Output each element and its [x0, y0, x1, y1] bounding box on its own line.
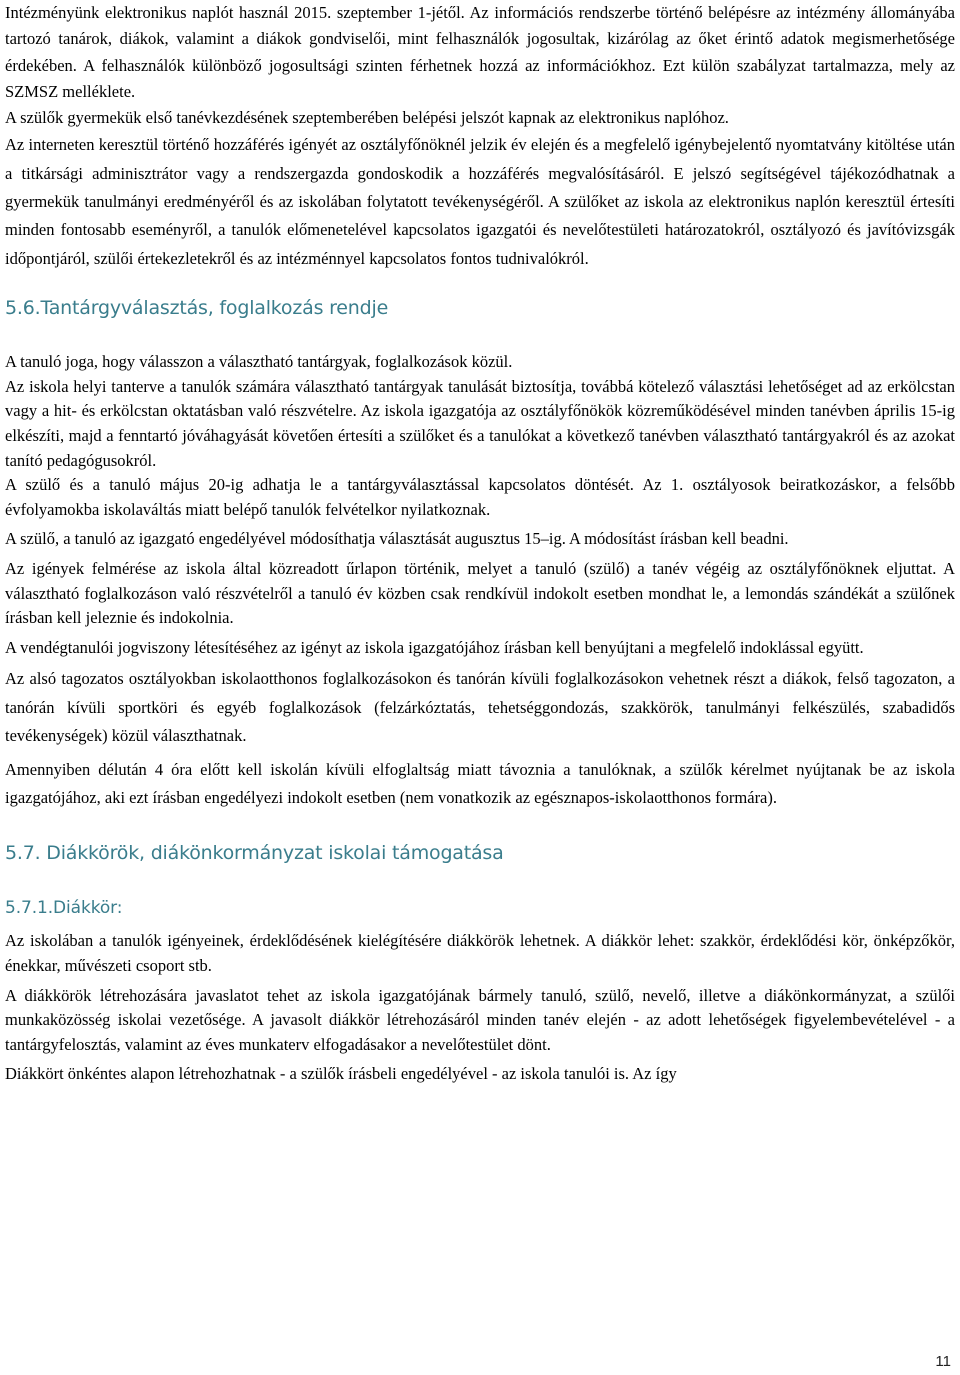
document-page [5, 0, 955, 1087]
section-5-6-body [5, 350, 955, 812]
section-5-7-1-body [5, 929, 955, 1087]
paragraph-e-naplo-intro: Intézményünk elektronikus naplót használ 2015. szeptember 1-jétől. Az információs rendszerbe történő belépésre az intézmény állományába tartozó tanárok, diákok, valamint a diákok gondviselői, mint felhasználók jogosultak, kizárólag az őket érintő adatok megismerhetősége érdekében. A felhasználók különböző jogosultsági szinten férhetnek hozzá az információkhoz. Ezt külön szabályzat tartalmazza, mely az SZMSZ melléklete. [5, 3, 955, 101]
paragraph-parents-password: A szülők gyermekük első tanévkezdésének szeptemberében belépési jelszót kapnak az elektronikus naplóhoz. [5, 108, 729, 128]
paragraph-modification: A szülő, a tanuló az igazgató engedélyével módosíthatja választását augusztus 15–ig. A módosítást írásban kell beadni. [5, 529, 789, 549]
section-heading-5-7-1: 5.7.1.Diákkör: [5, 898, 123, 919]
paragraph-guest-student: A vendégtanulói jogviszony létesítéséhez az igényt az iskola igazgatójához írásban kell benyújtani a megfelelő indoklással együtt. [5, 637, 864, 657]
page-number: 11 [935, 1353, 951, 1370]
section-heading-5-6: 5.6.Tantárgyválasztás, foglalkozás rendje [5, 297, 389, 320]
paragraph-choice-deadline: A szülő és a tanuló május 20-ig adhatja le a tantárgyválasztással kapcsolatos döntését. Az 1. osztályosok beiratkozáskor, a felsőbb évfolyamokba iskolaváltás miatt belépő tanulók felvételkor nyilatkoznak. [5, 475, 955, 519]
paragraph-student-circles: Az iskolában a tanulók igényeinek, érdeklődésének kielégítésére diákkörök lehetnek. A diákkör lehet: szakkör, érdeklődési kör, önképzőkör, énekkar, művészeti csoport stb. [5, 931, 955, 975]
paragraph-lower-grades: Az alsó tagozatos osztályokban iskolaotthonos foglalkozásokon és tanórán kívüli foglalkozásokon vehetnek részt a diákok, felső tagozaton, a tanórán kívüli sportköri és egyéb foglalkozások (felzárkóztatás, tehetséggondozás, szakkörök, tanulmányi felkészülés, szabadidős tevékenységek) közül választhatnak. [5, 669, 955, 746]
paragraph-survey-form: Az igények felmérése az iskola által közreadott űrlapon történik, melyet a tanuló (szülő) a tanév végéig az osztályfőnöknek eljuttat. A választható foglalkozáson való részvételről a tanuló év közben csak rendkívül indokolt esetben mondhat le, a lemondás szándékát a szülőnek írásban kell jeleznie és indokolnia. [5, 558, 955, 628]
paragraph-internet-access: Az interneten keresztül történő hozzáférés igényét az osztályfőnöknél jelzik év elején és a megfelelő igénybejelentő nyomtatvány kitöltése után a titkársági adminisztrátor vagy a rendszergazda gondoskodik a hozzáférés megvalósításáról. E jelszó segítségével tájékozódhatnak a gyermekük tanulmányi eredményéről és az iskolában folytatott tevékenységéről. A szülőket az iskola az elektronikus naplón keresztül értesíti minden fontosabb eseményről, a tanulók előmenetelével kapcsolatos igazgatói és nevelőtestületi határozatokról, osztályozó és javítóvizsgák időpontjáról, szülői értekezletekről és az intézménnyel kapcsolatos fontos tudnivalókról. [5, 135, 955, 268]
section-heading-5-7: 5.7. Diákkörök, diákönkormányzat iskolai támogatása [5, 842, 504, 865]
paragraph-local-curriculum: Az iskola helyi tanterve a tanulók számára választható tantárgyak tanulását biztosítja, továbbá kötelező választási lehetőséget ad az erkölcstan vagy a hit- és erkölcstan oktatásban való részvételre. Az iskola igazgatója az osztályfőnökök közreműködésével minden tanévben április 15-ig elkészíti, majd a fenntartó jóváhagyását követően értesíti a szülőket és a tanulókat a következő tanévben választható tantárgyakról és az azokat tanító pedagógusokról. [5, 376, 955, 470]
paragraph-voluntary-circle: Diákkört önkéntes alapon létrehozhatnak - a szülők írásbeli engedélyével - az iskola tanulói is. Az így [5, 1064, 677, 1084]
paragraph-student-right: A tanuló joga, hogy válasszon a választható tantárgyak, foglalkozások közül. [5, 352, 513, 372]
paragraph-circle-proposal: A diákkörök létrehozására javaslatot tehet az iskola igazgatójának bármely tanuló, szülő, nevelő, illetve a diákönkormányzat, a szülői munkaközösség iskolai vezetősége. A javasolt diákkör létrehozásáról minden tanév elején - az adott lehetőségek figyelembevételével - a tantárgyfelosztás, valamint az éves munkaterv elfogadásakor a nevelőtestület dönt. [5, 985, 955, 1054]
paragraph-early-leave: Amennyiben délután 4 óra előtt kell iskolán kívüli elfoglaltság miatt távoznia a tanulóknak, a szülők kérelmet nyújtanak be az iskola igazgatójához, aki ezt írásban engedélyezi indokolt esetben (nem vonatkozik az egésznapos-iskolaotthonos formára). [5, 759, 955, 807]
